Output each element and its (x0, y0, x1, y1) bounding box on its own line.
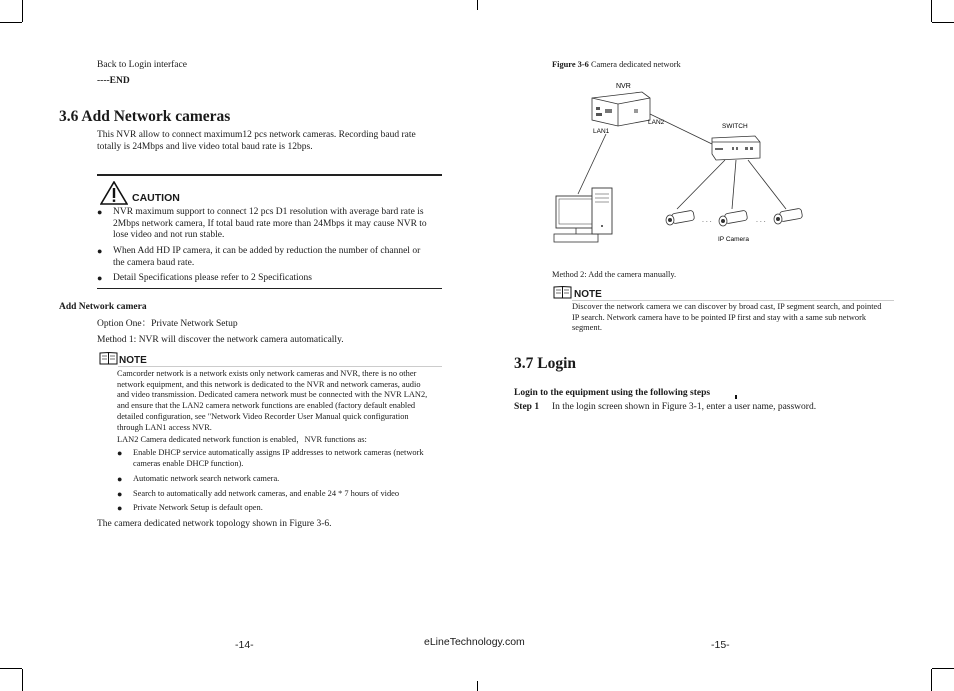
switch-label: SWITCH (722, 123, 748, 130)
note-book-icon (99, 351, 118, 365)
crop-mark (22, 0, 23, 22)
crop-mark (22, 669, 23, 691)
crop-mark (477, 681, 478, 691)
back-to-login-text: Back to Login interface (97, 60, 187, 70)
computer-icon (554, 188, 612, 242)
caution-item: ● Detail Specifications please refer to 2 Specifications (97, 273, 312, 283)
lan2-function-text: LAN2 Camera dedicated network function is enabled，NVR functions as: (117, 435, 367, 444)
ip-camera-label: IP Camera (718, 236, 749, 243)
end-marker: ----END (97, 76, 130, 86)
camera-icon (666, 210, 695, 225)
intro-line: totally is 24Mbps and live video total baud rate is 12bps. (97, 141, 313, 152)
login-steps-heading: Login to the equipment using the following steps (514, 388, 711, 398)
login-heading-mark (735, 395, 737, 399)
crop-mark (931, 0, 932, 22)
note-item: ● Enable DHCP service automatically assigns IP addresses to network cameras (network cameras enable DHCP function). (117, 448, 424, 468)
lan2-label: LAN2 (648, 119, 665, 126)
add-network-camera-heading: Add Network camera (59, 302, 147, 312)
intro-paragraph (97, 130, 442, 153)
network-diagram (550, 76, 810, 246)
note-text-right: Discover the network camera we can discover by broad cast, IP segment search, and pointed IP search. Network camera have to be pointed IP first and stay with a same sub network segment. (572, 302, 882, 333)
caution-top-rule (97, 174, 442, 176)
crop-mark (0, 668, 22, 669)
svg-text:. . .: . . . (756, 217, 766, 224)
crop-mark (932, 22, 954, 23)
topology-text: The camera dedicated network topology shown in Figure 3-6. (97, 519, 332, 529)
caution-item: ● When Add HD IP camera, it can be added by reduction the number of channel or the camera baud rate. (97, 246, 421, 268)
section-title-3-6: 3.6 Add Network cameras (59, 108, 231, 125)
section-title-3-7: 3.7 Login (514, 355, 577, 372)
option-one-text: Option One：Private Network Setup (97, 319, 238, 329)
method1-text: Method 1: NVR will discover the network camera automatically. (97, 335, 344, 345)
note-rule-right (572, 300, 894, 301)
note-label: NOTE (119, 355, 147, 366)
crop-mark (477, 0, 478, 10)
svg-text:. . .: . . . (702, 217, 712, 224)
caution-item: ● NVR maximum support to connect 12 pcs D1 resolution with average bard rate is 2Mbps network camera, If total baud rate more than 24Mbps it may cause NVR to lose video and not run stable. (97, 207, 427, 240)
crop-mark (931, 669, 932, 691)
footer-website: eLineTechnology.com (424, 636, 525, 648)
crop-mark (932, 668, 954, 669)
note-rule (118, 366, 442, 367)
switch-device (712, 136, 760, 160)
method2-text: Method 2: Add the camera manually. (552, 270, 677, 279)
caution-icon (100, 181, 128, 205)
page-number-right: -15- (711, 639, 730, 651)
camera-icon (774, 208, 803, 224)
crop-mark (0, 22, 22, 23)
caution-label: CAUTION (132, 192, 180, 204)
intro-line: This NVR allow to connect maximum12 pcs network cameras. Recording baud rate (97, 130, 416, 140)
note-label-right: NOTE (574, 289, 602, 300)
note-item: ● Private Network Setup is default open. (117, 503, 263, 513)
step-label: Step 1 (514, 402, 540, 412)
caution-bottom-rule (97, 288, 442, 289)
note-book-icon-right (553, 285, 572, 299)
lan1-label: LAN1 (593, 128, 610, 135)
step-1-row (514, 402, 539, 414)
camera-icon (719, 210, 748, 226)
figure-caption: Figure 3-6 Camera dedicated network (552, 60, 681, 69)
page-number-left: -14- (235, 639, 254, 651)
note-item: ● Search to automatically add network cameras, and enable 24 * 7 hours of video (117, 489, 400, 499)
nvr-label: NVR (616, 83, 631, 90)
note-paragraph: Camcorder network is a network exists only network cameras and NVR, there is no other network equipment, and this network is dedicated to the NVR and network cameras, audio and video transmission. Dedicated camera network must be connected with the NVR LAN2, and ensure that the LAN2 camera network functions are enabled (factory default enabled detailed configuration, see "Network Video Recorder User Manual quick configuration through LAN1 access NVR. (117, 369, 428, 432)
step-1-text: In the login screen shown in Figure 3-1, enter a user name, password. (552, 402, 817, 412)
nvr-device (592, 92, 650, 126)
note-item: ● Automatic network search network camera. (117, 474, 280, 484)
